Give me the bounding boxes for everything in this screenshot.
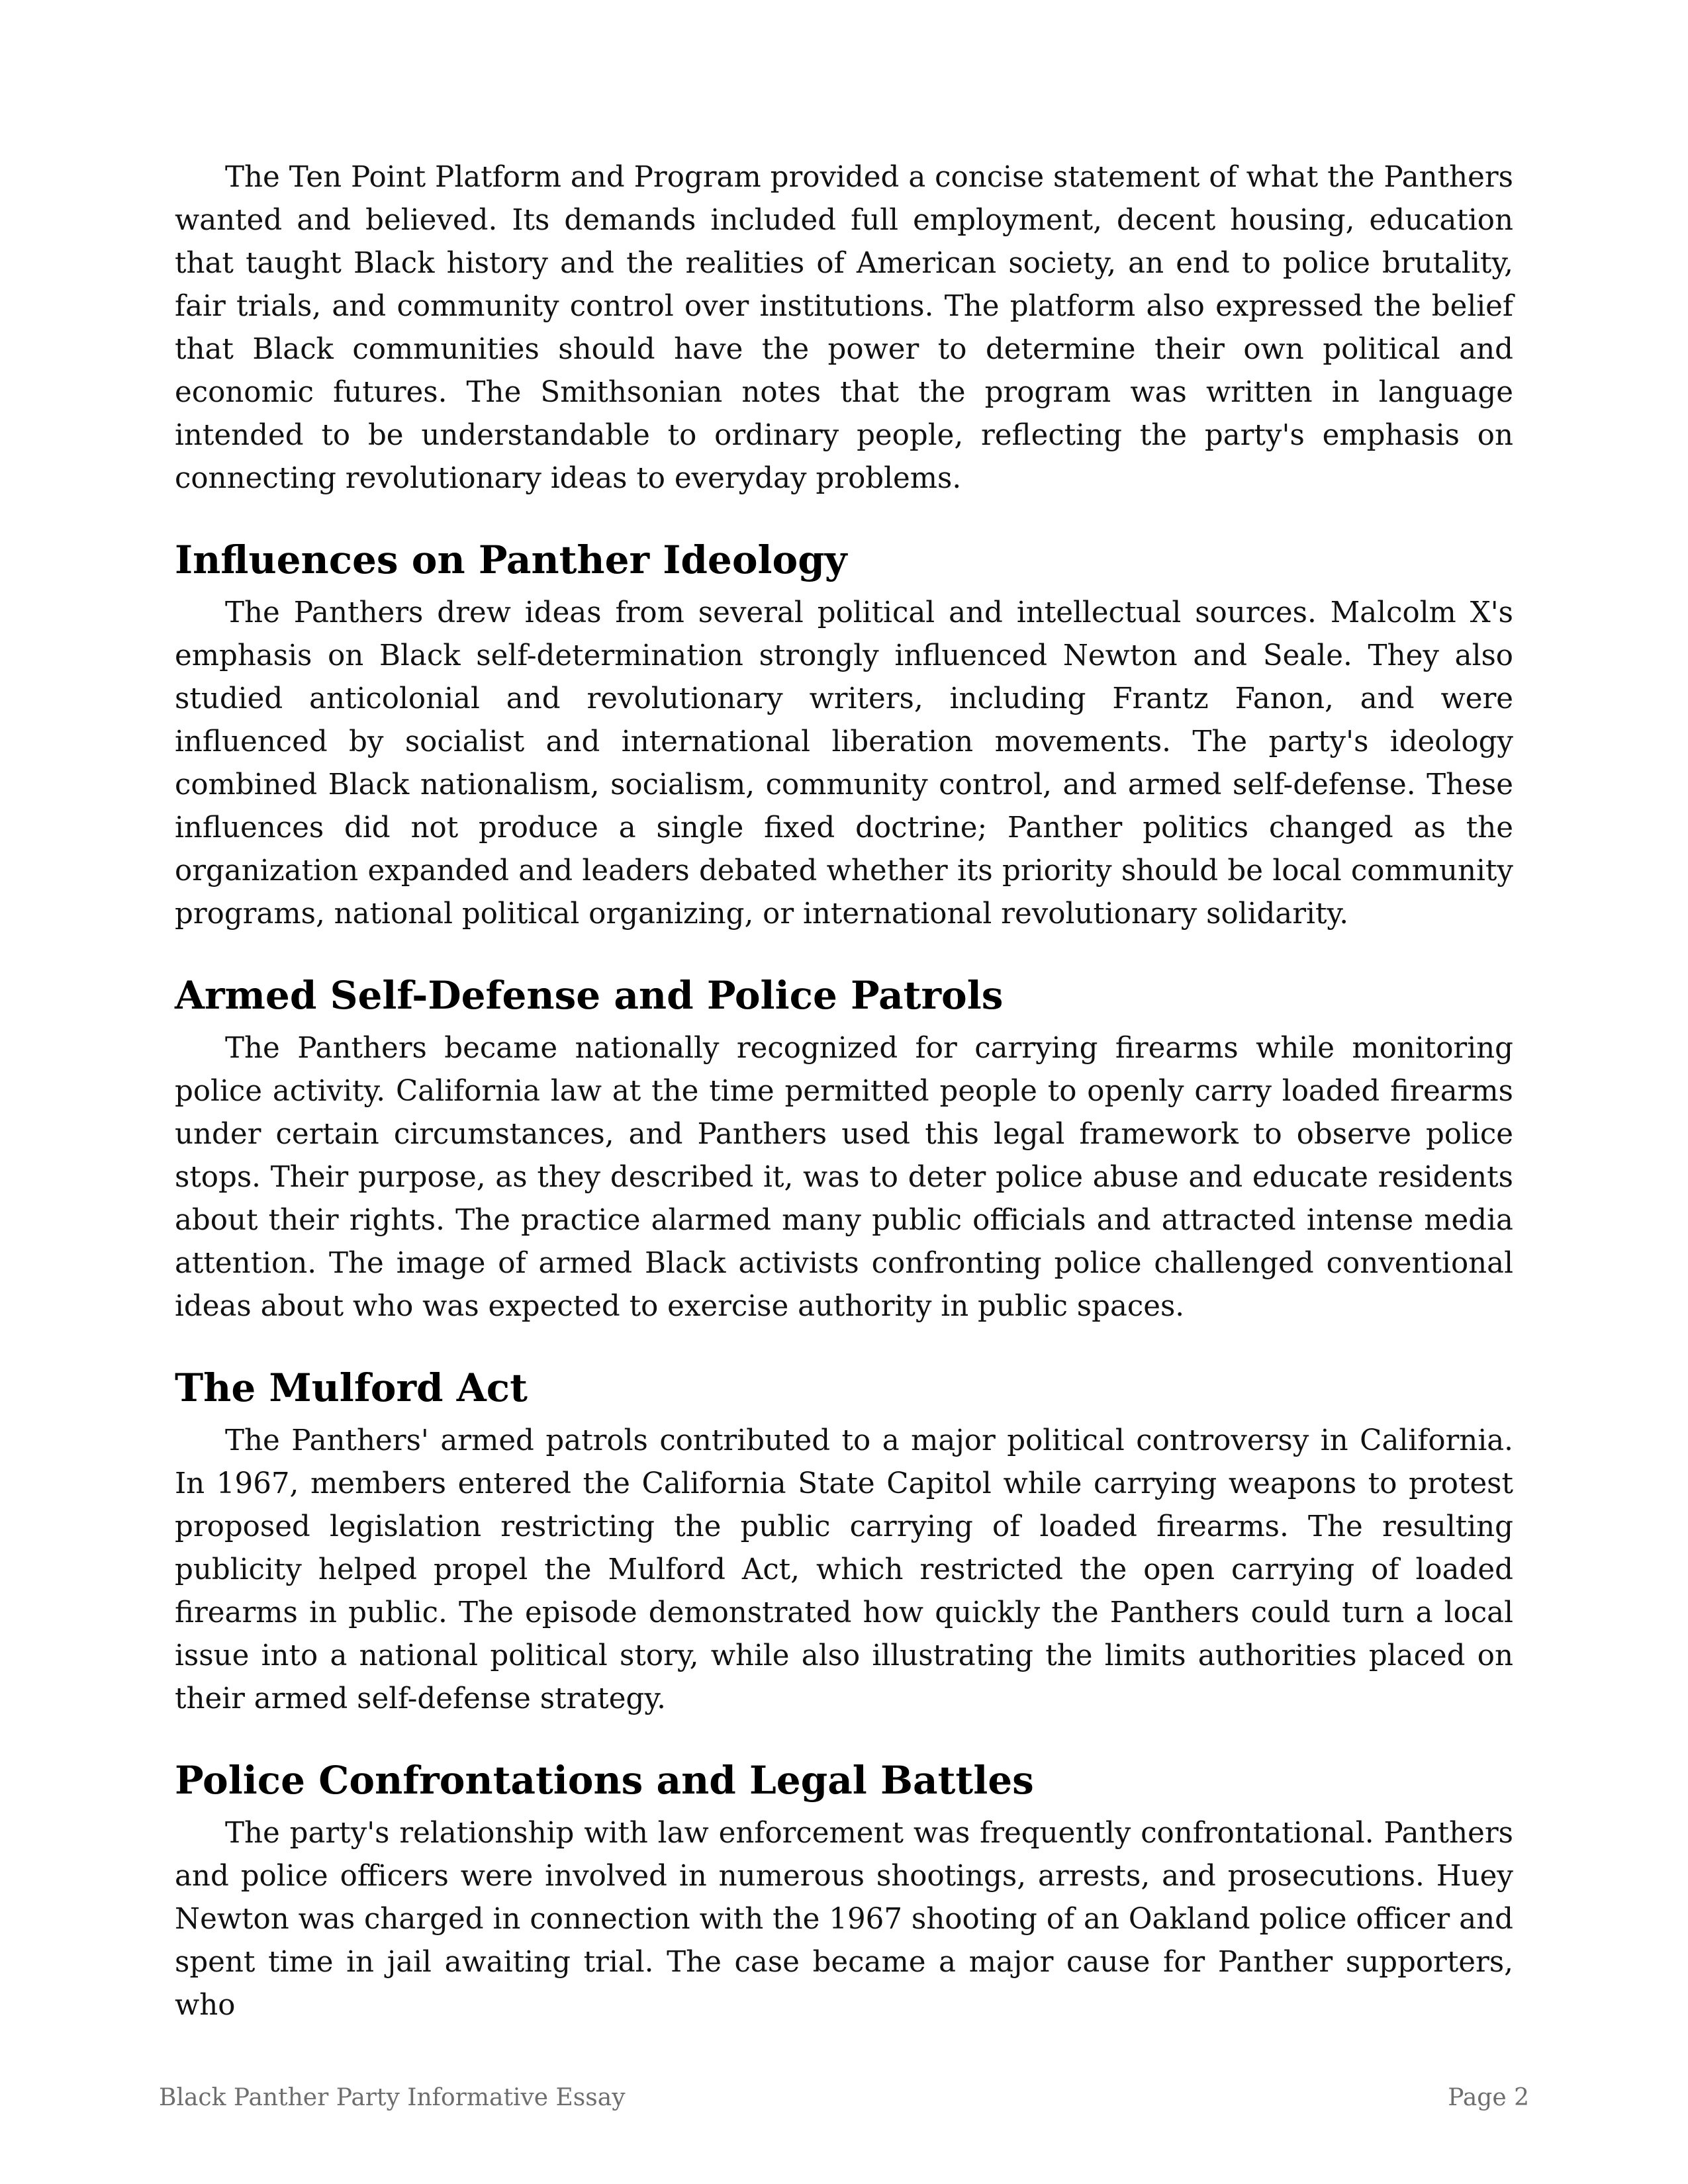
footer-document-title: Black Panther Party Informative Essay [159,2084,626,2111]
heading-armed-self-defense: Armed Self-Defense and Police Patrols [175,973,1004,1018]
footer-page-number: Page 2 [1448,2084,1529,2111]
heading-police-confrontations: Police Confrontations and Legal Battles [175,1758,1034,1803]
paragraph-influences: The Panthers drew ideas from several political and intellectual sources. Malcolm X's emphasis on Black self-determination strongly influenced Newton and Seale. They also studied anticolonial and revolutionary writers, including Frantz Fanon, and were influenced by socialist and international liberation movements. The party's ideology combined Black nationalism, socialism, community control, and armed self-defense. These influences did not produce a single fixed doctrine; Panther politics changed as the organization expanded and leaders debated whether its priority should be local community programs, national political organizing, or international revolutionary solidarity. [175,596,1513,931]
paragraph-police-confrontations: The party's relationship with law enforcement was frequently confrontational. Panthers and police officers were involved in numerous shootings, arrests, and prosecutions. Huey Newton was charged in connection with the 1967 shooting of an Oakland police officer and spent time in jail awaiting trial. The case became a major cause for Panther supporters, who [175,1817,1513,2022]
heading-influences: Influences on Panther Ideology [175,537,847,582]
page-body [175,156,1513,2027]
heading-mulford-act: The Mulford Act [175,1365,528,1410]
paragraph-ten-point-platform: The Ten Point Platform and Program provided a concise statement of what the Panthers wanted and believed. Its demands included full employment, decent housing, education that taught Black history and the realities of American society, an end to police brutality, fair trials, and community control over institutions. The platform also expressed the belief that Black communities should have the power to determine their own political and economic futures. The Smithsonian notes that the program was written in language intended to be understandable to ordinary people, reflecting the party's emphasis on connecting revolutionary ideas to everyday problems. [175,161,1513,495]
paragraph-armed-self-defense: The Panthers became nationally recognized for carrying firearms while monitoring police activity. California law at the time permitted people to openly carry loaded firearms under certain circumstances, and Panthers used this legal framework to observe police stops. Their purpose, as they described it, was to deter police abuse and educate residents about their rights. The practice alarmed many public officials and attracted intense media attention. The image of armed Black activists confronting police challenged conventional ideas about who was expected to exercise authority in public spaces. [175,1032,1513,1323]
paragraph-mulford-act: The Panthers' armed patrols contributed to a major political controversy in California. In 1967, members entered the California State Capitol while carrying weapons to protest proposed legislation restricting the public carrying of loaded firearms. The resulting publicity helped propel the Mulford Act, which restricted the open carrying of loaded firearms in public. The episode demonstrated how quickly the Panthers could turn a local issue into a national political story, while also illustrating the limits authorities placed on their armed self-defense strategy. [175,1424,1513,1715]
